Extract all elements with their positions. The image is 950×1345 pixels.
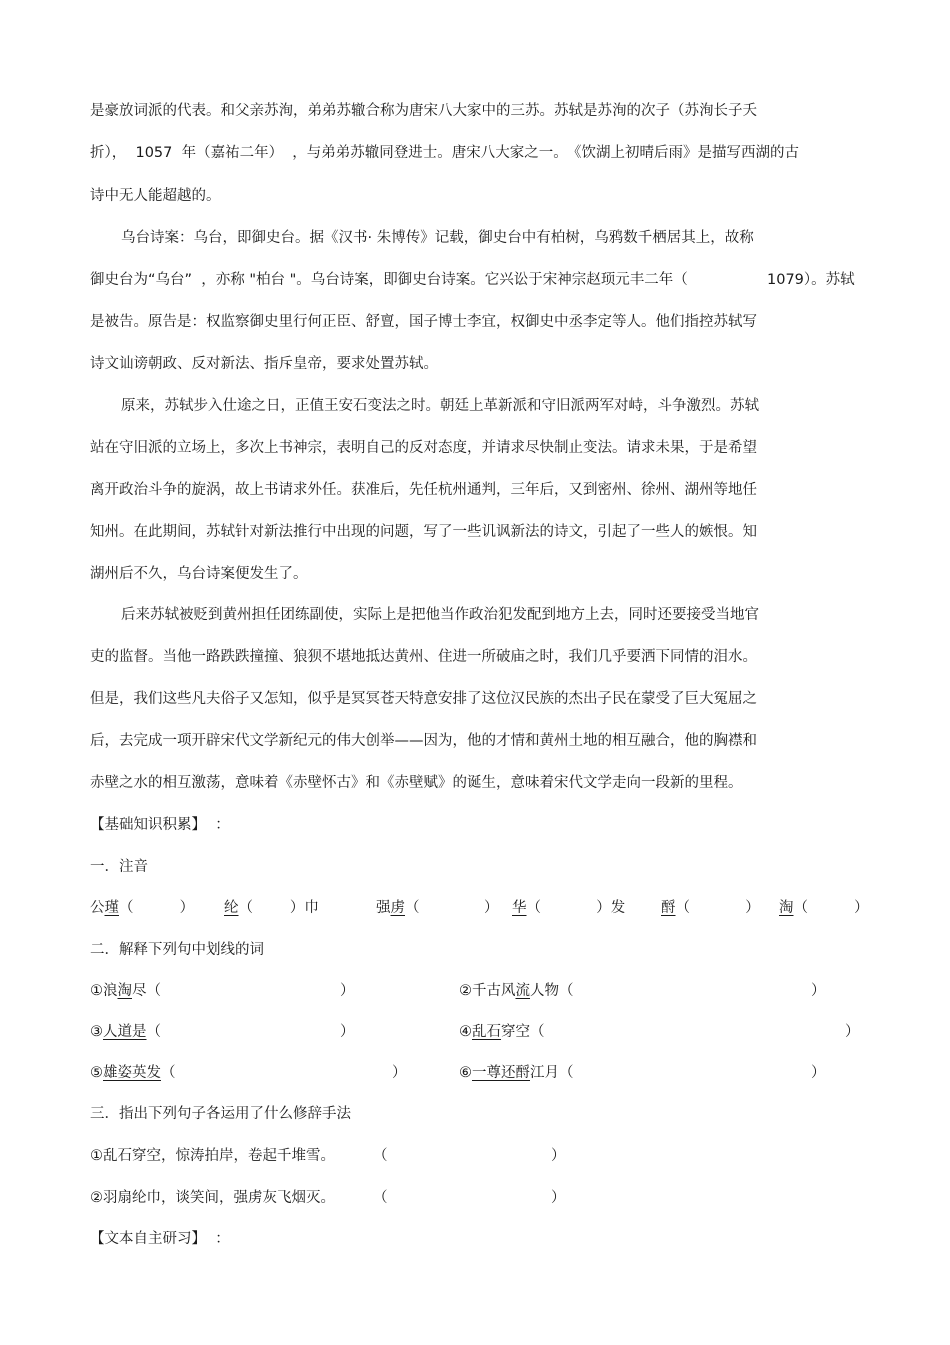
close-paren: ）: [811, 1065, 826, 1081]
pinyin-item: 纶（ ）巾: [224, 900, 319, 916]
explain-row: [0, 1022, 950, 1042]
close-paren: ）: [551, 1190, 566, 1206]
paragraph-line: 乌台诗案：乌台，即御史台。据《汉书· 朱博传》记载，御史台中有柏树，乌鸦数千栖居其上，故称: [121, 230, 754, 246]
paragraph-line: 诗中无人能超越的。: [90, 188, 221, 204]
pinyin-item: 强虏（ ）: [376, 900, 499, 916]
question-title: 二．解释下列句中划线的词: [90, 942, 264, 958]
paragraph-line: 御史台为“乌台” ，亦称 "柏台 "。乌台诗案，即御史台诗案。它兴讼于宋神宗赵顼元丰二年（: [90, 272, 688, 288]
explain-item: ②千古风流人物（: [459, 983, 574, 999]
section-heading: 【基础知识积累】 ：: [90, 817, 230, 833]
paragraph-line: 诗文讪谤朝政、反对新法、指斥皇帝，要求处置苏轼。: [90, 356, 438, 372]
explain-item: ⑥一尊还酹江月（: [459, 1065, 574, 1081]
close-paren: ）: [392, 1065, 407, 1081]
paragraph-line: 知州。在此期间，苏轼针对新法推行中出现的问题，写了一些讥讽新法的诗文，引起了一些人的嫉恨。知: [90, 524, 757, 540]
explain-item: ④乱石穿空（: [459, 1024, 545, 1040]
rhetoric-row: [0, 1188, 950, 1208]
explain-row: [0, 981, 950, 1001]
paragraph-line: 离开政治斗争的旋涡，故上书请求外任。获准后，先任杭州通判，三年后，又到密州、徐州、湖州等地任: [90, 482, 757, 498]
paragraph-line: 是被告。原告是：权监察御史里行何正臣、舒亶，国子博士李宜，权御史中丞李定等人。他们指控苏轼写: [90, 314, 757, 330]
pinyin-item: 淘（ ）: [779, 900, 869, 916]
paragraph-line: 但是，我们这些凡夫俗子又怎知，似乎是冥冥苍天特意安排了这位汉民族的杰出子民在蒙受了巨大冤屈之: [90, 691, 757, 707]
pinyin-row: [0, 898, 950, 918]
paragraph-line: 折）， 1057 年（嘉祐二年） ，与弟弟苏辙同登进士。唐宋八大家之一。: [90, 145, 568, 161]
close-paren: ）: [340, 983, 355, 999]
explain-row: [0, 1063, 950, 1083]
rhetoric-row: [0, 1146, 950, 1166]
paragraph-line: 《饮湖上初晴后雨》是描写西湖的古: [567, 145, 799, 161]
paragraph-line: 赤壁之水的相互激荡，意味着《赤壁怀古》和《赤壁赋》的诞生，意味着宋代文学走向一段新的里程。: [90, 775, 743, 791]
question-title: 一．注音: [90, 859, 148, 875]
close-paren: ）: [811, 983, 826, 999]
explain-item: ①浪淘尽（: [90, 983, 161, 999]
paragraph-line: 是豪放词派的代表。和父亲苏洵，弟弟苏辙合称为唐宋八大家中的三苏。苏轼是苏洵的次子（苏洵长子夭: [90, 103, 757, 119]
pinyin-item: 公瑾（ ）: [90, 900, 195, 916]
pinyin-item: 酹（ ）: [661, 900, 760, 916]
pinyin-item: 华（ ）发: [512, 900, 626, 916]
paragraph-line: 吏的监督。当他一路跌跌撞撞、狼狈不堪地抵达黄州、住进一所破庙之时，我们几乎要洒下同情的泪水。: [90, 649, 757, 665]
close-paren: ）: [340, 1024, 355, 1040]
paragraph-line: 站在守旧派的立场上，多次上书神宗，表明自己的反对态度，并请求尽快制止变法。请求未果，于是希望: [90, 440, 757, 456]
paragraph-line: 湖州后不久，乌台诗案便发生了。: [90, 566, 308, 582]
paragraph-line: 后来苏轼被贬到黄州担任团练副使，实际上是把他当作政治犯发配到地方上去，同时还要接受当地官: [121, 607, 759, 623]
rhetoric-sentence: ②羽扇纶巾，谈笑间，强虏灰飞烟灭。: [90, 1190, 335, 1206]
paragraph-line: 原来，苏轼步入仕途之日，正值王安石变法之时。朝廷上革新派和守旧派两军对峙，斗争激烈。苏轼: [121, 398, 759, 414]
open-paren: （: [373, 1190, 388, 1206]
rhetoric-sentence: ①乱石穿空，惊涛拍岸，卷起千堆雪。: [90, 1148, 335, 1164]
close-paren: ）: [845, 1024, 860, 1040]
open-paren: （: [373, 1148, 388, 1164]
close-paren: ）: [551, 1148, 566, 1164]
explain-item: ③人道是（: [90, 1024, 161, 1040]
explain-item: ⑤雄姿英发（: [90, 1065, 176, 1081]
section-heading: 【文本自主研习】 ：: [90, 1231, 230, 1247]
paragraph-line: 后，去完成一项开辟宋代文学新纪元的伟大创举——因为，他的才情和黄州土地的相互融合，他的胸襟和: [90, 733, 757, 749]
question-title: 三．指出下列句子各运用了什么修辞手法: [90, 1106, 351, 1122]
paragraph-line: 1079）。苏轼: [767, 272, 855, 288]
